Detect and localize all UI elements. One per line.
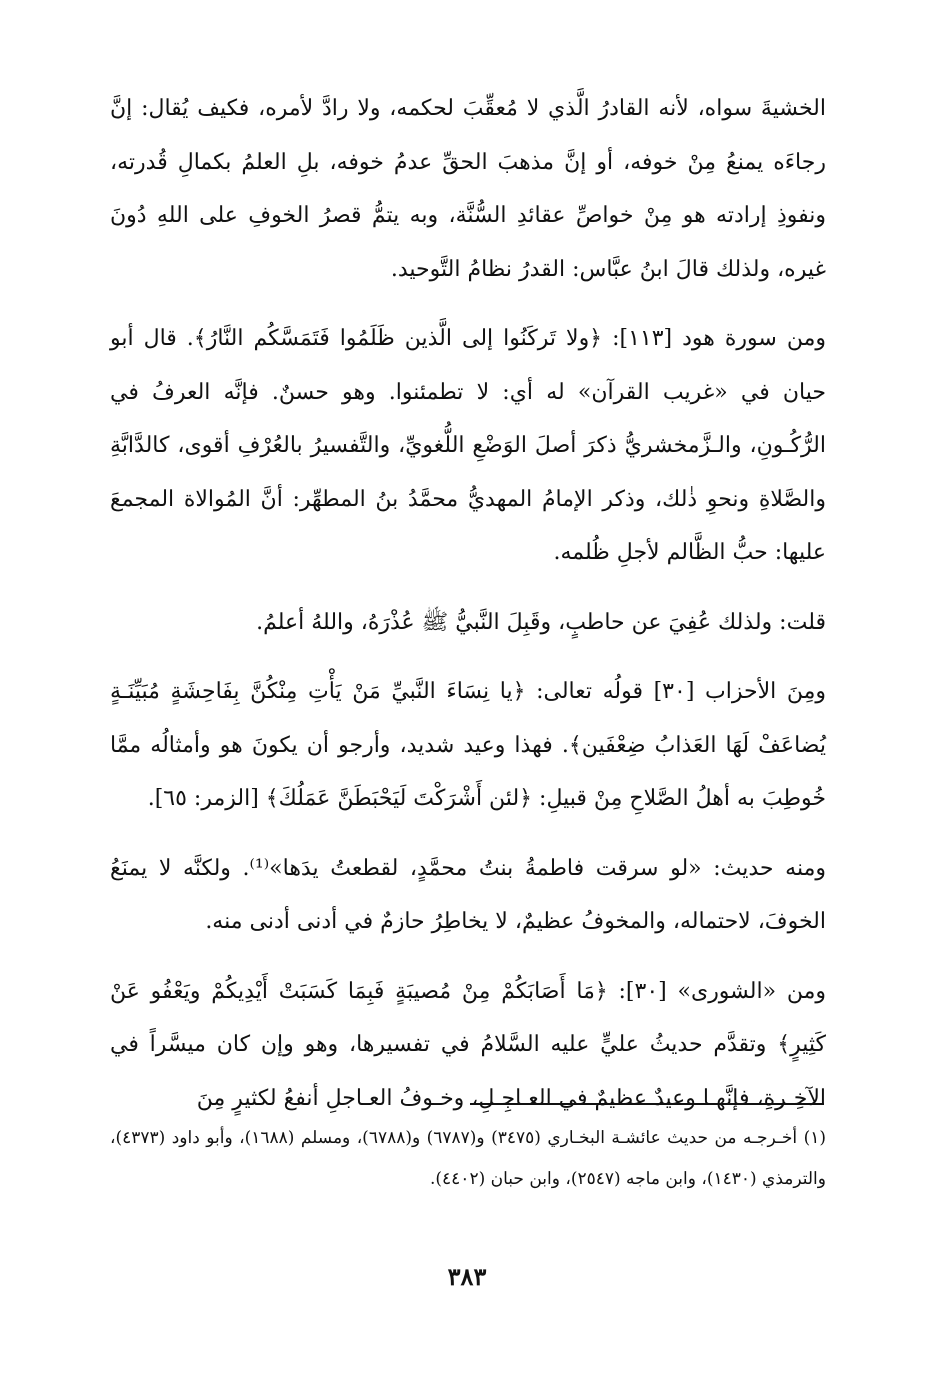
paragraph-surah-shura: ومن «الشورى» [٣٠]: ﴿مَا أَصَابَكُمْ مِنْ مُصيبَةٍ فَبِمَا كَسَبَتْ أَيْدِيكُمْ ويَعْفُو عَنْ كَثِيرٍ﴾ وتقدَّم حديثُ عليٍّ عليه السَّلامُ في تفسيرها، وهو وإن كان ميسَّراً في الآخِـرةِ، فإنَّهـا وعيدٌ عظيمٌ في العـاجِـلِ، وخـوفُ العـاجلِ أنفعُ لكثيرٍ مِنَ bbox=[110, 978, 827, 1111]
paragraph-hatib: قلت: ولذلك عُفِيَ عن حاطبٍ، وقَبِلَ النَّبيُّ ﷺ عُذْرَهُ، واللهُ أعلمُ. bbox=[256, 609, 826, 635]
page-body bbox=[110, 82, 826, 1125]
footnote: (١) أخـرجـه من حديث عائشـة البخـاري (٣٤٧٥) و(٦٧٨٧) و(٦٧٨٨)، ومسلم (١٦٨٨)، وأبو داود (٤٣٧٣)، والترمذي (١٤٣٠)، وابن ماجه (٢٥٤٧)، وابن حبان (٤٤٠٢). bbox=[110, 1128, 826, 1189]
footnote-divider bbox=[470, 1103, 824, 1105]
paragraph-fear-of-god: الخشيةَ سواه، لأنه القادرُ الَّذي لا مُعقِّبَ لحكمه، ولا رادَّ لأمره، فكيف يُقال: إنَّ رجاءَه يمنعُ مِنْ خوفه، أو إنَّ مذهبَ الحقِّ عدمُ خوفه، بلِ العلمُ بكمالِ قُدرته، ونفوذِ إرادته هو مِنْ خواصِّ عقائدِ السُّنَّة، وبه يتمُّ قصرُ الخوفِ على اللهِ دُونَ غيره، ولذلك قالَ ابنُ عبَّاس: القدرُ نظامُ التَّوحيد. bbox=[110, 96, 827, 282]
paragraph-hadith-fatima: ومنه حديث: «لو سرقت فاطمةُ بنتُ محمَّدٍ، لقطعتُ يدَها»⁽¹⁾. ولكنَّه لا يمنَعُ الخوفَ، لاحتماله، والمخوفُ عظيمٌ، لا يخاطِرُ حازمٌ في أدنى أدنى منه. bbox=[110, 855, 826, 934]
paragraph-surah-ahzab: ومِنَ الأحزاب [٣٠] قولُه تعالى: ﴿يا نِسَاءَ النَّبيِّ مَنْ يَأْتِ مِنْكُنَّ بِفَاحِشَةٍ مُبَيِّنَـةٍ يُضاعَفْ لَهَا العَذابُ ضِعْفَين﴾. فهذا وعيد شديد، وأرجو أن يكونَ هو وأمثالُه ممَّا خُوطِبَ به أهلُ الصَّلاحِ مِنْ قبيلِ: ﴿لئن أَشْرَكْتَ لَيَحْبَطَنَّ عَمَلُكَ﴾ [الزمر: ٦٥]. bbox=[110, 679, 826, 811]
paragraph-surah-hud: ومن سورة هود [١١٣]: ﴿ولا تَركَنُوا إلى الَّذين ظَلَمُوا فَتَمَسَّكُم النَّارُ﴾. قال أبو حيان في «غريب القرآن» له أي: لا تطمئنوا. وهو حسنٌ. فإنَّه العرفُ في الرُّكُـونِ، والـزَّمخشريُّ ذكرَ أصلَ الوَضْعِ اللُّغويِّ، والتَّفسيرُ بالعُرْفِ أقوى، كالدَّابَّةِ والصَّلاةِ ونحوِ ذٰلك، وذكر الإمامُ المهديُّ محمَّدُ بنُ المطهِّر: أنَّ المُوالاة المجمعَ عليها: حبُّ الظَّالم لأجلِ ظُلمه. bbox=[110, 326, 826, 565]
page-number: ٣٨٣ bbox=[447, 1262, 487, 1291]
